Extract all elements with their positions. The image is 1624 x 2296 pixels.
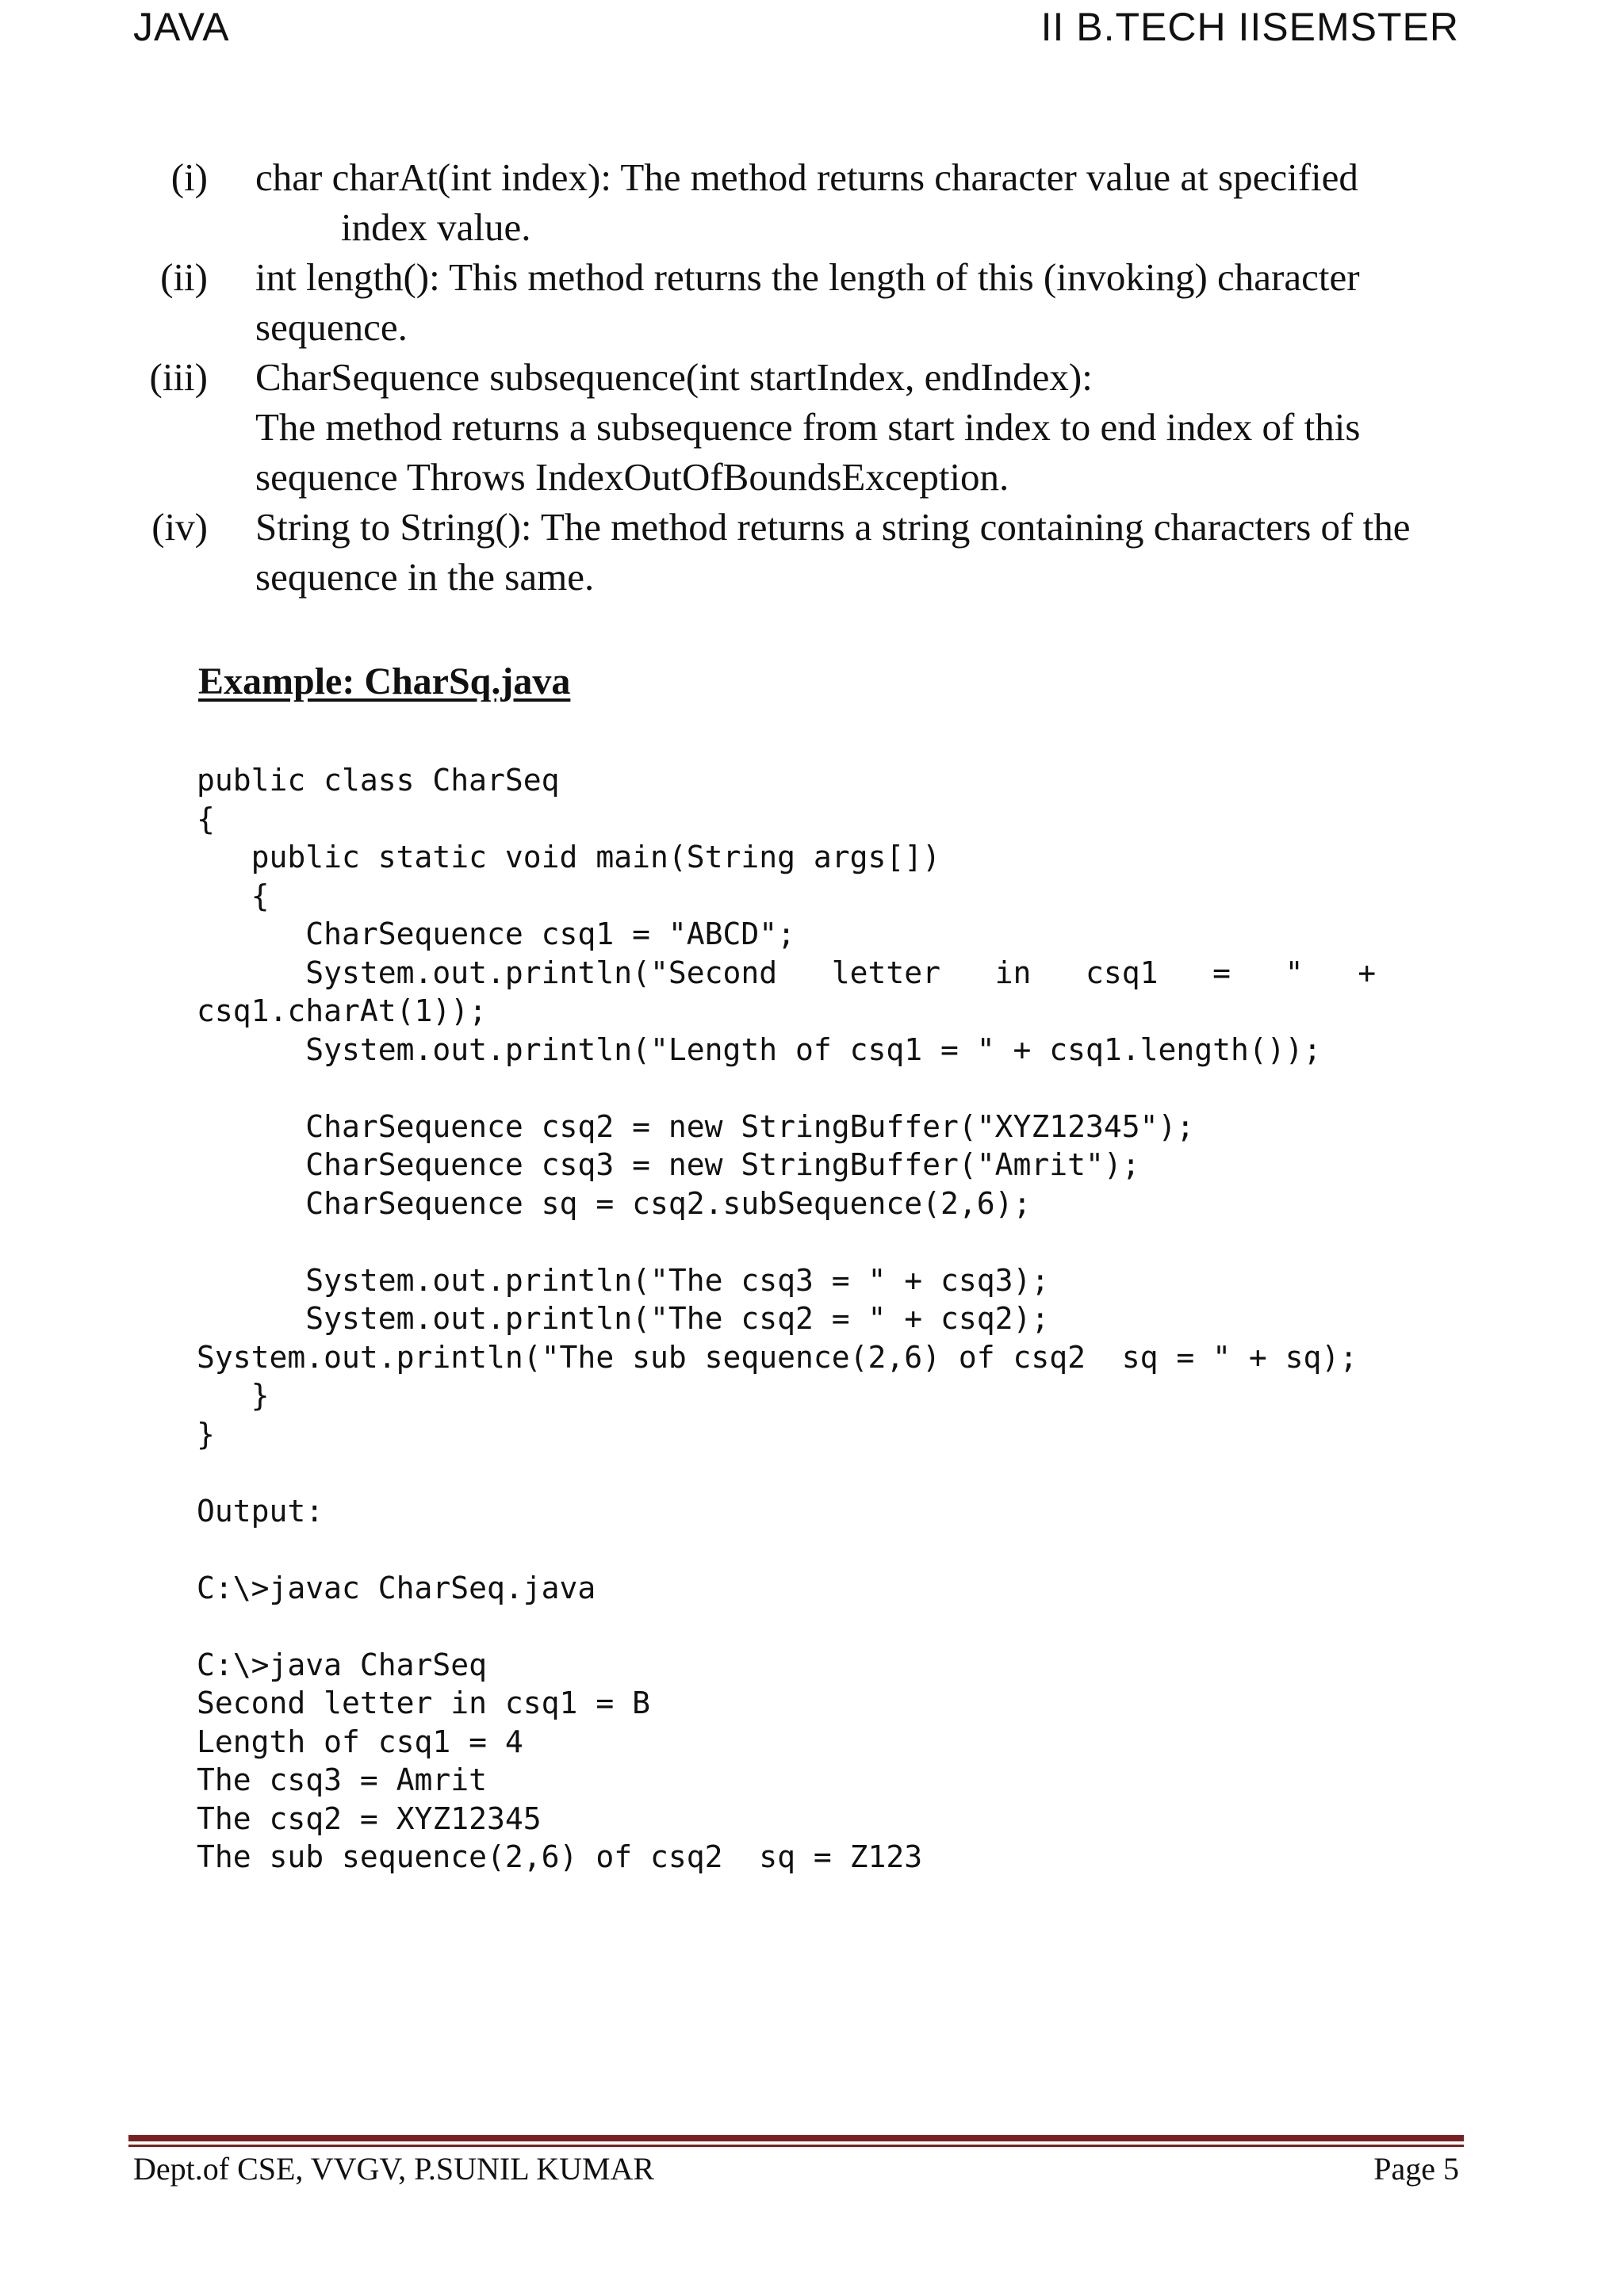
method-number: (iv) <box>151 505 208 549</box>
method-text-line: index value. <box>341 205 531 249</box>
code-line: { <box>197 878 270 913</box>
footer-page-number: Page 5 <box>1373 2151 1459 2187</box>
example-title: Example: CharSq.java <box>198 660 571 702</box>
code-line: public class CharSeq <box>197 763 560 798</box>
code-line: public static void main(String args[]) <box>197 840 940 874</box>
method-number: (iii) <box>149 355 208 399</box>
code-line: } <box>197 1416 215 1452</box>
header-left-title: JAVA <box>133 5 230 49</box>
method-item <box>0 352 1624 402</box>
code-line: System.out.println("Length of csq1 = " + csq1.length()); <box>197 1031 1322 1067</box>
method-item-continuation <box>0 302 1624 352</box>
method-text-line: The method returns a subsequence from start index to end index of this <box>255 405 1361 449</box>
code-line: Output: <box>197 1493 324 1529</box>
code-line: The sub sequence(2,6) of csq2 sq = Z123 <box>197 1839 923 1874</box>
method-text-line: CharSequence subsequence(int startIndex, endIndex): <box>255 355 1093 399</box>
code-line: CharSequence csq3 = new StringBuffer("Amrit"); <box>197 1147 1140 1182</box>
method-number: (ii) <box>160 255 208 299</box>
method-item-continuation <box>0 202 1624 252</box>
code-line: System.out.println("The csq2 = " + csq2); <box>197 1301 1050 1336</box>
code-line: CharSequence sq = csq2.subSequence(2,6); <box>197 1185 1032 1221</box>
code-line <box>197 1223 1376 1261</box>
code-line: System.out.println("The sub sequence(2,6) of csq2 sq = " + sq); <box>197 1339 1358 1375</box>
code-line: csq1.charAt(1)); <box>197 993 488 1028</box>
code-line: System.out.println("Second letter in csq1 = " + <box>197 955 1377 990</box>
code-line: The csq3 = Amrit <box>197 1762 488 1797</box>
code-line: } <box>197 1378 270 1413</box>
method-list <box>0 152 1624 602</box>
code-line: System.out.println("The csq3 = " + csq3); <box>197 1262 1050 1298</box>
code-line: C:\>java CharSeq <box>197 1647 488 1682</box>
method-item <box>0 252 1624 302</box>
method-text-line: String to String(): The method returns a string containing characters of the <box>255 505 1411 549</box>
code-line <box>197 1607 1376 1646</box>
method-number: (i) <box>170 155 208 199</box>
method-text-line: char charAt(int index): The method returns character value at specified <box>255 155 1358 199</box>
footer-author: Dept.of CSE, VVGV, P.SUNIL KUMAR <box>133 2151 655 2187</box>
method-text-line: int length(): This method returns the length of this (invoking) character <box>255 255 1360 299</box>
code-line: CharSequence csq2 = new StringBuffer("XYZ12345"); <box>197 1108 1195 1144</box>
method-text-line: sequence. <box>255 305 408 349</box>
header-right-title: II B.TECH IISEMSTER <box>1040 5 1459 49</box>
code-line: Second letter in csq1 = B <box>197 1686 650 1720</box>
code-line <box>197 1453 1376 1492</box>
code-line: C:\>javac CharSeq.java <box>197 1570 596 1605</box>
method-item-continuation <box>0 552 1624 602</box>
code-block <box>197 761 1376 1877</box>
method-text-line: sequence Throws IndexOutOfBoundsException. <box>255 455 1009 499</box>
code-line: The csq2 = XYZ12345 <box>197 1800 542 1836</box>
method-item-continuation <box>0 402 1624 452</box>
code-line <box>197 1530 1376 1569</box>
code-line: Length of csq1 = 4 <box>197 1724 523 1759</box>
code-line <box>197 1069 1376 1108</box>
method-item <box>0 152 1624 202</box>
footer-divider-thick <box>128 2135 1464 2141</box>
method-item-continuation <box>0 452 1624 502</box>
code-line: CharSequence csq1 = "ABCD"; <box>197 916 795 951</box>
method-item <box>0 502 1624 552</box>
method-text-line: sequence in the same. <box>255 555 595 599</box>
code-line: { <box>197 801 215 836</box>
